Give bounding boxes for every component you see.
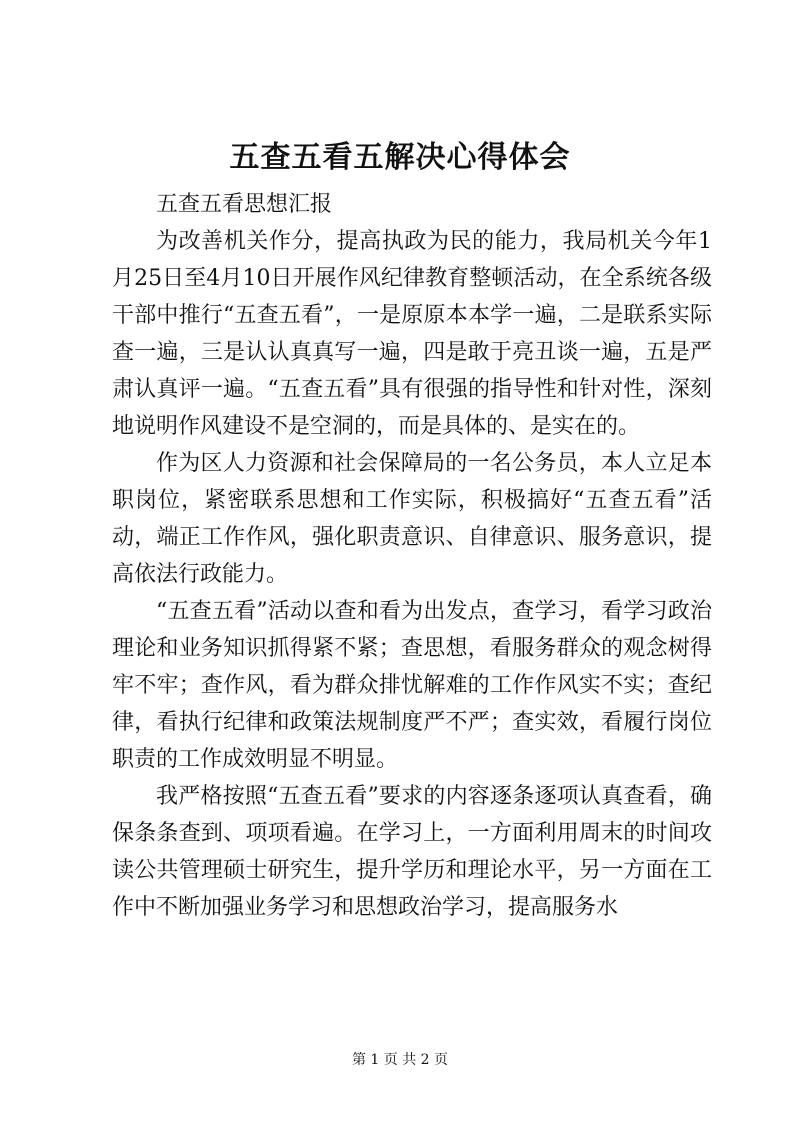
document-subtitle: 五查五看思想汇报 <box>156 192 333 217</box>
paragraph-3: “五查五看”活动以查和看为出发点，查学习，看学习政治理论和业务知识抓得紧不紧；查思想，看服务群众的观念树得牢不牢；查作风，看为群众排忧解难的工作作风实不实；查纪律，看执行纪律和政策法规制度严不严；查实效，看履行岗位职责的工作成效明显不明显。 <box>112 599 712 772</box>
document-title: 五查五看五解决心得体会 <box>229 140 571 175</box>
paragraph-2: 作为区人力资源和社会保障局的一名公务员，本人立足本职岗位，紧密联系思想和工作实际，积极搞好“五查五看”活动，端正工作作风，强化职责意识、自律意识、服务意识，提高依法行政能力。 <box>112 451 712 587</box>
paragraph-1: 为改善机关作分，提高执政为民的能力，我局机关今年1月25日至4月10日开展作风纪律教育整顿活动，在全系统各级干部中推行“五查五看”，一是原原本本学一遍，二是联系实际查一遍，三是认认真真写一遍，四是敢于亮丑谈一遍，五是严肃认真评一遍。“五查五看”具有很强的指导性和针对性，深刻地说明作风建设不是空洞的，而是具体的、是实在的。 <box>112 229 712 439</box>
paragraph-4: 我严格按照“五查五看”要求的内容逐条逐项认真查看，确保条条查到、项项看遍。在学习上，一方面利用周末的时间攻读公共管理硕士研究生，提升学历和理论水平，另一方面在工作中不断加强业务学习和思想政治学习，提高服务水 <box>112 784 712 920</box>
page-footer: 第 1 页 共 2 页 <box>351 1052 449 1068</box>
document-body <box>112 186 712 926</box>
